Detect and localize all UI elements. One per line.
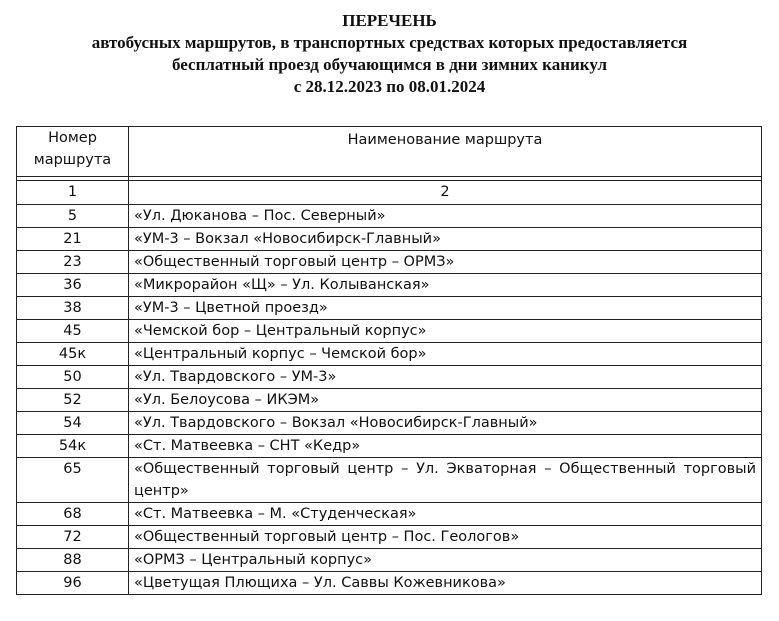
table-row: [17, 251, 762, 274]
route-number: 50: [17, 366, 129, 389]
route-number: 88: [17, 549, 129, 572]
column-number-2: 2: [129, 181, 762, 205]
route-name: «Микрорайон «Щ» – Ул. Колыванская»: [129, 274, 762, 297]
document-title: [0, 10, 779, 98]
route-name: «УМ-3 – Вокзал «Новосибирск-Главный»: [129, 228, 762, 251]
table-header-row: [17, 127, 762, 177]
route-name: «Общественный торговый центр – Ул. Экваторная – Общественный торговый центр»: [129, 458, 762, 503]
route-number: 23: [17, 251, 129, 274]
route-number: 45к: [17, 343, 129, 366]
column-number-row: [17, 181, 762, 205]
route-name: «УМ-3 – Цветной проезд»: [129, 297, 762, 320]
table-row: [17, 343, 762, 366]
title-line-1: ПЕРЕЧЕНЬ: [342, 11, 437, 30]
table-row: [17, 228, 762, 251]
route-name: «Ул. Твардовского – Вокзал «Новосибирск-Главный»: [129, 412, 762, 435]
route-number: 5: [17, 205, 129, 228]
route-name: «Цветущая Плющиха – Ул. Саввы Кожевникова»: [129, 572, 762, 595]
table-row: [17, 412, 762, 435]
route-number: 68: [17, 503, 129, 526]
route-name: «Ул. Белоусова – ИКЭМ»: [129, 389, 762, 412]
route-number: 54к: [17, 435, 129, 458]
route-name: «Ул. Твардовского – УМ-3»: [129, 366, 762, 389]
route-name: «Ул. Дюканова – Пос. Северный»: [129, 205, 762, 228]
route-name: «Общественный торговый центр – ОРМЗ»: [129, 251, 762, 274]
route-number: 52: [17, 389, 129, 412]
table-row: [17, 389, 762, 412]
header-route-name: Наименование маршрута: [129, 127, 762, 177]
title-line-4: с 28.12.2023 по 08.01.2024: [293, 77, 486, 96]
table-row: [17, 526, 762, 549]
header-number-line-1: Номер: [48, 130, 97, 146]
table-row: [17, 572, 762, 595]
table-row: [17, 274, 762, 297]
route-number: 65: [17, 458, 129, 503]
table-row: [17, 549, 762, 572]
route-number: 36: [17, 274, 129, 297]
routes-table: [16, 126, 762, 595]
route-number: 72: [17, 526, 129, 549]
route-number: 38: [17, 297, 129, 320]
route-name: «Общественный торговый центр – Пос. Геологов»: [129, 526, 762, 549]
route-name: «Чемской бор – Центральный корпус»: [129, 320, 762, 343]
title-line-2: автобусных маршрутов, в транспортных средствах которых предоставляется: [91, 33, 688, 52]
table-row: [17, 297, 762, 320]
route-name: «Ст. Матвеевка – СНТ «Кедр»: [129, 435, 762, 458]
route-number: 96: [17, 572, 129, 595]
header-number-line-2: маршрута: [33, 152, 112, 168]
title-line-3: бесплатный проезд обучающимся в дни зимних каникул: [172, 55, 607, 74]
table-row: [17, 320, 762, 343]
route-name: «Центральный корпус – Чемской бор»: [129, 343, 762, 366]
header-route-number: [17, 127, 129, 177]
route-name: «Ст. Матвеевка – М. «Студенческая»: [129, 503, 762, 526]
route-number: 54: [17, 412, 129, 435]
route-number: 21: [17, 228, 129, 251]
table-row: [17, 503, 762, 526]
route-number: 45: [17, 320, 129, 343]
route-name: «ОРМЗ – Центральный корпус»: [129, 549, 762, 572]
table-row: [17, 205, 762, 228]
column-number-1: 1: [17, 181, 129, 205]
table-row: [17, 366, 762, 389]
table-row: [17, 458, 762, 503]
table-row: [17, 435, 762, 458]
